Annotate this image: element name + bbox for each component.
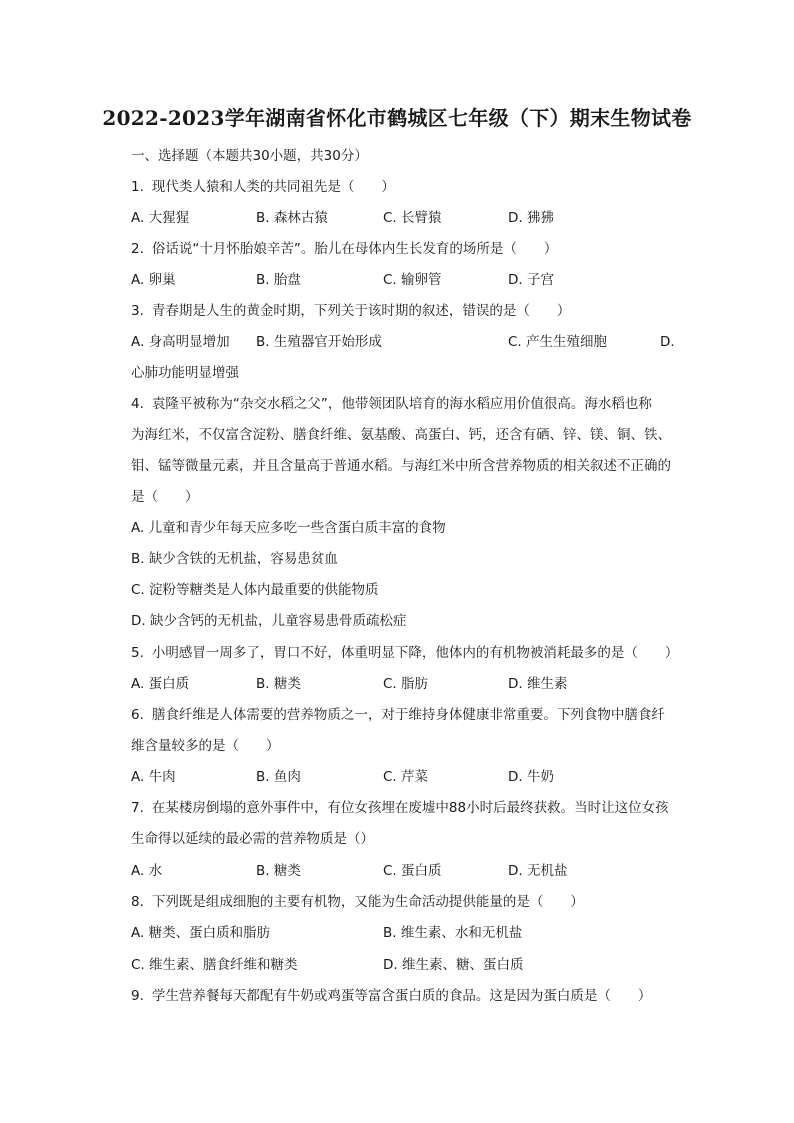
option-b[interactable]: B. 森林古猿 bbox=[256, 210, 328, 226]
option-c[interactable]: C. 蛋白质 bbox=[383, 863, 442, 879]
option-d[interactable]: D. 无机盐 bbox=[508, 863, 568, 879]
option-c[interactable]: C. 维生素、膳食纤维和糖类 bbox=[131, 957, 298, 973]
option-d[interactable]: D. 牛奶 bbox=[508, 769, 554, 785]
option-b[interactable]: B. 糖类 bbox=[256, 863, 301, 879]
question-number: 1. bbox=[131, 179, 144, 195]
question-stem: 学生营养餐每天都配有牛奶或鸡蛋等富含蛋白质的食品。这是因为蛋白质是（ ） bbox=[151, 988, 652, 1004]
option-c[interactable]: C. 产生生殖细胞 bbox=[508, 334, 608, 350]
option-b[interactable]: B. 糖类 bbox=[256, 676, 301, 692]
question-7 bbox=[131, 798, 669, 818]
option-a[interactable]: A. 牛肉 bbox=[131, 769, 176, 785]
question-stem-line: 膳食纤维是人体需要的营养物质之一，对于维持身体健康非常重要。下列食物中膳食纤 bbox=[151, 707, 665, 723]
question-2 bbox=[131, 239, 557, 259]
question-stem-line: 生命得以延续的最必需的营养物质是（） bbox=[131, 831, 374, 847]
question-number: 3. bbox=[131, 303, 144, 319]
question-4 bbox=[131, 394, 652, 414]
question-stem: 现代类人猿和人类的共同祖先是（ ） bbox=[151, 179, 395, 195]
question-stem-line: 是（ ） bbox=[131, 489, 199, 505]
question-number: 5. bbox=[131, 645, 144, 661]
option-a[interactable]: A. 水 bbox=[131, 863, 163, 879]
question-stem: 青春期是人生的黄金时期，下列关于该时期的叙述，错误的是（ ） bbox=[151, 303, 571, 319]
option-c[interactable]: C. 脂肪 bbox=[383, 676, 429, 692]
question-stem: 俗话说“十月怀胎娘辛苦”。胎儿在母体内生长发育的场所是（ ） bbox=[151, 241, 558, 257]
option-b[interactable]: B. 缺少含铁的无机盐，容易患贫血 bbox=[131, 551, 338, 567]
option-b[interactable]: B. 生殖器官开始形成 bbox=[256, 334, 382, 350]
option-d-continued: 心肺功能明显增强 bbox=[131, 365, 239, 381]
question-stem-line: 袁隆平被称为“杂交水稻之父”，他带领团队培育的海水稻应用价值很高。海水稻也称 bbox=[151, 396, 652, 412]
question-number: 8. bbox=[131, 894, 144, 910]
section-heading: 一、选择题（本题共30小题，共30分） bbox=[131, 148, 368, 164]
question-stem-line: 为海红米，不仅富含淀粉、膳食纤维、氨基酸、高蛋白、钙，还含有硒、锌、镁、铜、铁、 bbox=[131, 427, 671, 443]
exam-title: 2022-2023学年湖南省怀化市鹤城区七年级（下）期末生物试卷 bbox=[102, 106, 692, 130]
question-number: 6. bbox=[131, 707, 144, 723]
option-c[interactable]: C. 芹菜 bbox=[383, 769, 429, 785]
option-d[interactable]: D. 狒狒 bbox=[508, 210, 554, 226]
question-9 bbox=[131, 986, 651, 1006]
question-stem: 小明感冒一周多了，胃口不好，体重明显下降，他体内的有机物被消耗最多的是（ ） bbox=[151, 645, 679, 661]
question-5 bbox=[131, 643, 678, 663]
option-c[interactable]: C. 淀粉等糖类是人体内最重要的供能物质 bbox=[131, 582, 379, 598]
option-a[interactable]: A. 大猩猩 bbox=[131, 210, 190, 226]
option-b[interactable]: B. 鱼肉 bbox=[256, 769, 301, 785]
option-d[interactable]: D. 维生素、糖、蛋白质 bbox=[383, 957, 524, 973]
option-a[interactable]: A. 蛋白质 bbox=[131, 676, 190, 692]
option-a[interactable]: A. 儿童和青少年每天应多吃一些含蛋白质丰富的食物 bbox=[131, 520, 446, 536]
question-number: 4. bbox=[131, 396, 144, 412]
question-1 bbox=[131, 177, 395, 197]
option-c[interactable]: C. 输卵管 bbox=[383, 272, 442, 288]
question-6 bbox=[131, 705, 665, 725]
question-number: 9. bbox=[131, 988, 144, 1004]
question-number: 2. bbox=[131, 241, 144, 257]
option-d[interactable]: D. 子宫 bbox=[508, 272, 554, 288]
option-a[interactable]: A. 卵巢 bbox=[131, 272, 176, 288]
option-c[interactable]: C. 长臂猿 bbox=[383, 210, 442, 226]
option-b[interactable]: B. 胎盘 bbox=[256, 272, 301, 288]
question-stem: 下列既是组成细胞的主要有机物，又能为生命活动提供能量的是（ ） bbox=[151, 894, 584, 910]
question-8 bbox=[131, 892, 584, 912]
question-stem-line: 钼、锰等微量元素，并且含量高于普通水稻。与海红米中所含营养物质的相关叙述不正确的 bbox=[131, 458, 671, 474]
option-d[interactable]: D. 维生素 bbox=[508, 676, 568, 692]
question-stem-line: 在某楼房倒塌的意外事件中，有位女孩埋在废墟中88小时后最终获救。当时让这位女孩 bbox=[151, 800, 669, 816]
option-d[interactable]: D. 缺少含钙的无机盐，儿童容易患骨质疏松症 bbox=[131, 613, 407, 629]
option-a[interactable]: A. 糖类、蛋白质和脂肪 bbox=[131, 925, 271, 941]
option-b[interactable]: B. 维生素、水和无机盐 bbox=[383, 925, 523, 941]
question-stem-line: 维含量较多的是（ ） bbox=[131, 738, 280, 754]
option-a[interactable]: A. 身高明显增加 bbox=[131, 334, 230, 350]
option-d[interactable]: D. bbox=[660, 334, 675, 350]
question-number: 7. bbox=[131, 800, 144, 816]
question-3 bbox=[131, 301, 570, 321]
